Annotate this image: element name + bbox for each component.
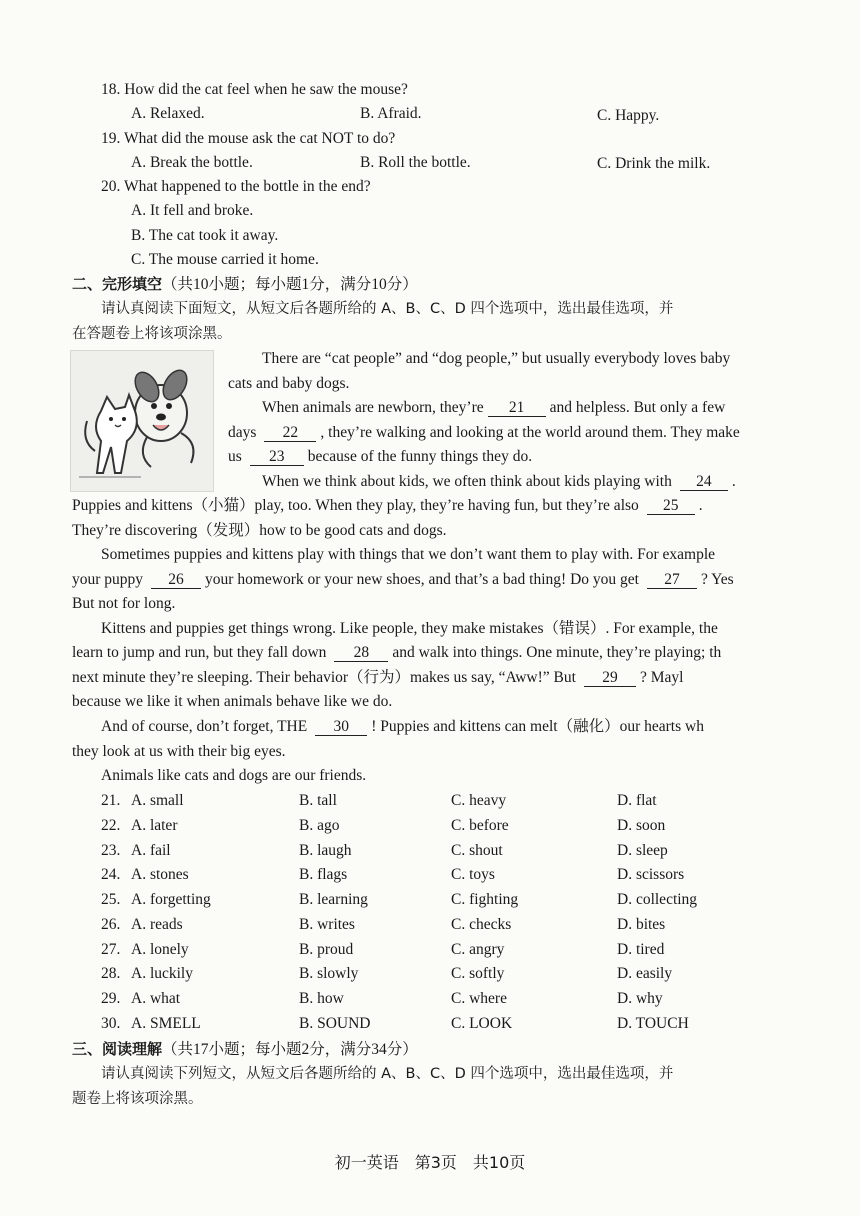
option-a: A. later	[131, 817, 178, 834]
question-20-stem: 20. What happened to the bottle in the end?	[101, 178, 371, 195]
blank-26: 26	[151, 571, 201, 589]
passage-line-16	[101, 716, 704, 738]
question-20-option-a: A. It fell and broke.	[131, 202, 254, 219]
option-d: D. soon	[617, 817, 666, 834]
passage-line-3	[262, 397, 725, 419]
section-3-heading	[72, 1038, 418, 1061]
passage-text: .	[698, 497, 703, 514]
option-a: A. what	[131, 990, 181, 1007]
answer-number: 25.	[101, 891, 121, 908]
option-b: B. SOUND	[299, 1015, 371, 1032]
option-d: D. TOUCH	[617, 1015, 689, 1032]
question-19-stem: 19. What did the mouse ask the cat NOT to do?	[101, 130, 396, 147]
blank-28: 28	[334, 644, 388, 662]
section-3-scoring: （共17小题；每小题2分，满分34分）	[162, 1041, 418, 1058]
passage-text: Sometimes puppies and kittens play with things that we don’t want them to play with. For example	[101, 546, 716, 563]
option-d: D. collecting	[617, 891, 698, 908]
option-b: B. proud	[299, 941, 354, 958]
passage-text: They’re discovering（发现）how to be good cats and dogs.	[72, 522, 447, 539]
cat-dog-drawing	[71, 351, 213, 491]
option-b: B. learning	[299, 891, 368, 908]
option-d: D. flat	[617, 792, 657, 809]
section-3-instruction-line-2: 题卷上将该项涂黑。	[72, 1091, 203, 1107]
question-18-option-c: C. Happy.	[597, 107, 660, 124]
option-a: A. lonely	[131, 941, 189, 958]
passage-text: cats and baby dogs.	[228, 375, 350, 392]
option-a: A. SMELL	[131, 1015, 201, 1032]
passage-text: next minute they’re sleeping. Their behavior（行为）makes us say, “Aww!” But	[72, 669, 576, 686]
option-c: C. LOOK	[451, 1015, 513, 1032]
passage-line-11	[72, 593, 175, 615]
blank-27: 27	[647, 571, 697, 589]
passage-text: and walk into things. One minute, they’re playing; th	[392, 644, 722, 661]
option-d: D. scissors	[617, 866, 685, 883]
question-19-option-a: A. Break the bottle.	[131, 154, 253, 171]
option-c: C. toys	[451, 866, 495, 883]
passage-text: Puppies and kittens（小猫）play, too. When they play, they’re having fun, but they’re also	[72, 497, 639, 514]
question-20-option-c: C. The mouse carried it home.	[131, 251, 319, 268]
passage-text: your homework or your new shoes, and that’s a bad thing! Do you get	[205, 571, 639, 588]
answer-number: 23.	[101, 842, 121, 859]
option-d: D. easily	[617, 965, 673, 982]
answer-number: 26.	[101, 916, 121, 933]
answer-number: 29.	[101, 990, 121, 1007]
blank-25: 25	[647, 497, 695, 515]
passage-text: us	[228, 448, 242, 465]
section-2-instruction-line-2: 在答题卷上将该项涂黑。	[72, 326, 232, 342]
answer-number: 28.	[101, 965, 121, 982]
option-a: A. stones	[131, 866, 189, 883]
answer-number: 27.	[101, 941, 121, 958]
section-2-scoring: （共10小题；每小题1分，满分10分）	[162, 276, 418, 293]
passage-line-14	[72, 667, 683, 689]
option-d: D. bites	[617, 916, 666, 933]
option-a: A. small	[131, 792, 184, 809]
blank-29: 29	[584, 669, 636, 687]
blank-30: 30	[315, 718, 367, 736]
passage-text: And of course, don’t forget, THE	[101, 718, 308, 735]
passage-text: There are “cat people” and “dog people,” but usually everybody loves baby	[262, 350, 731, 367]
passage-text: days	[228, 424, 257, 441]
option-b: B. tall	[299, 792, 337, 809]
option-a: A. forgetting	[131, 891, 211, 908]
section-2-title: 二、完形填空	[72, 275, 163, 293]
option-b: B. flags	[299, 866, 348, 883]
passage-text: they look at us with their big eyes.	[72, 743, 286, 760]
page-footer: 初一英语 第3页 共10页	[334, 1153, 526, 1172]
answer-number: 21.	[101, 792, 121, 809]
section-3-title: 三、阅读理解	[72, 1040, 163, 1058]
passage-line-8	[72, 520, 447, 542]
cat-and-dog-illustration	[70, 350, 214, 492]
passage-line-15	[72, 691, 392, 713]
passage-line-6	[262, 471, 736, 493]
passage-text: .	[731, 473, 736, 490]
option-c: C. softly	[451, 965, 505, 982]
option-a: A. luckily	[131, 965, 193, 982]
passage-text: learn to jump and run, but they fall down	[72, 644, 327, 661]
passage-text: Kittens and puppies get things wrong. Like people, they make mistakes（错误）. For example, the	[101, 620, 718, 637]
blank-22: 22	[264, 424, 316, 442]
option-b: B. writes	[299, 916, 355, 933]
answer-number: 22.	[101, 817, 121, 834]
passage-text: your puppy	[72, 571, 144, 588]
question-18-option-a: A. Relaxed.	[131, 105, 205, 122]
section-3-instruction-line-1: 请认真阅读下列短文，从短文后各题所给的 A、B、C、D 四个选项中，选出最佳选项，并	[101, 1066, 674, 1082]
question-19-option-b: B. Roll the bottle.	[360, 154, 471, 171]
blank-21: 21	[488, 399, 546, 417]
question-18-stem: 18. How did the cat feel when he saw the mouse?	[101, 81, 408, 98]
passage-text: But not for long.	[72, 595, 176, 612]
option-a: A. reads	[131, 916, 183, 933]
passage-text: , they’re walking and looking at the world around them. They make	[320, 424, 740, 441]
passage-text: ? Mayl	[639, 669, 684, 686]
passage-line-12	[101, 618, 718, 640]
passage-text: When we think about kids, we often think about kids playing with	[262, 473, 672, 490]
passage-line-10	[72, 569, 734, 591]
answer-number: 30.	[101, 1015, 121, 1032]
passage-line-4	[228, 422, 740, 444]
passage-text: ! Puppies and kittens can melt（融化）our hearts wh	[371, 718, 704, 735]
answer-number: 24.	[101, 866, 121, 883]
option-c: C. fighting	[451, 891, 519, 908]
passage-line-5	[228, 446, 532, 468]
blank-23: 23	[250, 448, 304, 466]
passage-line-2	[228, 373, 349, 395]
option-c: C. heavy	[451, 792, 507, 809]
passage-line-13	[72, 642, 721, 664]
option-b: B. slowly	[299, 965, 359, 982]
passage-line-7	[72, 495, 703, 517]
question-18-option-b: B. Afraid.	[360, 105, 422, 122]
option-c: C. shout	[451, 842, 503, 859]
passage-line-18	[101, 765, 366, 787]
option-c: C. angry	[451, 941, 505, 958]
passage-line-17	[72, 741, 286, 763]
passage-text: ? Yes	[700, 571, 734, 588]
option-c: C. checks	[451, 916, 512, 933]
option-d: D. sleep	[617, 842, 668, 859]
passage-text: and helpless. But only a few	[549, 399, 726, 416]
option-a: A. fail	[131, 842, 171, 859]
passage-text: because of the funny things they do.	[307, 448, 533, 465]
option-b: B. laugh	[299, 842, 352, 859]
passage-text: When animals are newborn, they’re	[262, 399, 484, 416]
option-b: B. ago	[299, 817, 340, 834]
section-2-heading	[72, 273, 418, 296]
section-2-instruction-line-1: 请认真阅读下面短文，从短文后各题所给的 A、B、C、D 四个选项中，选出最佳选项，并	[101, 301, 674, 317]
question-20-option-b: B. The cat took it away.	[131, 227, 279, 244]
option-d: D. tired	[617, 941, 665, 958]
passage-line-1	[262, 348, 730, 370]
option-c: C. where	[451, 990, 507, 1007]
passage-text: Animals like cats and dogs are our friends.	[101, 767, 367, 784]
passage-text: because we like it when animals behave like we do.	[72, 693, 393, 710]
option-c: C. before	[451, 817, 509, 834]
question-19-option-c: C. Drink the milk.	[597, 155, 711, 172]
option-b: B. how	[299, 990, 344, 1007]
passage-line-9	[101, 544, 715, 566]
option-d: D. why	[617, 990, 663, 1007]
blank-24: 24	[680, 473, 728, 491]
